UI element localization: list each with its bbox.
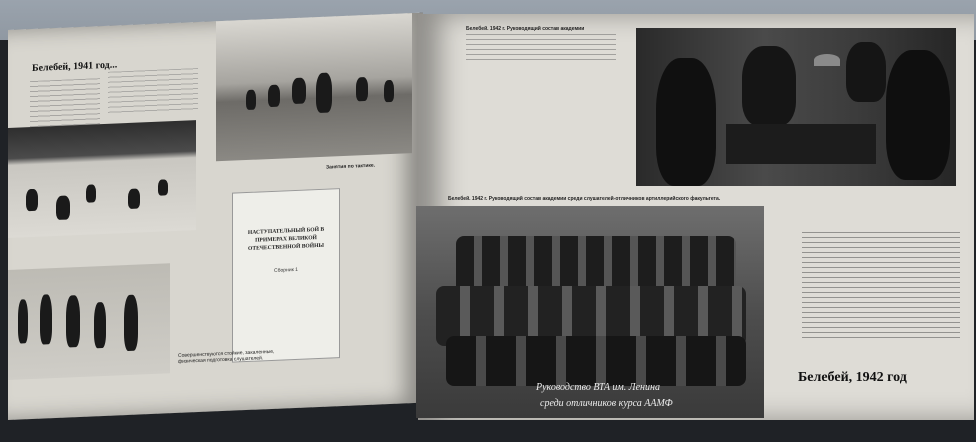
group-caption: Белебей. 1942 г. Руководящий состав академии среди слушателей-отличников артиллерийского факультета. [448,196,721,202]
desk [726,124,876,164]
officer-figure [846,42,886,102]
tactics-photo [216,13,412,161]
booklet-title: НАСТУПАТЕЛЬНЫЙ БОЙ В ПРИМЕРАХ ВЕЛИКОЙ ОТЕЧЕСТВЕННОЙ ВОЙНЫ [247,226,325,252]
skier-figure [124,295,138,352]
group-photo [416,206,764,418]
soldier-figure [384,80,394,102]
soldier-figure [268,85,280,108]
skier-figure [94,302,106,349]
footer-title: Белебей, 1942 год [798,370,907,385]
soldier-figure [292,78,306,105]
officer-figure [742,46,796,126]
photo-inscription-2: среди отличников курса ААМФ [540,398,673,409]
booklet-subtitle: Сборник 1 [274,266,298,274]
soldier-figure [86,184,96,202]
soldier-figure [356,77,368,102]
top-caption-lines [466,34,616,60]
soldier-figure [158,179,168,195]
right-text-column [802,232,960,340]
booklet-cover [232,188,340,363]
skier-figure [18,299,28,343]
ski-training-photo [8,263,170,380]
left-intro-text-2 [108,68,198,114]
soldier-figure [56,195,70,220]
skier-figure [40,294,52,345]
soldier-figure [316,72,332,113]
lamp-icon [814,54,840,66]
left-page [8,13,423,420]
officer-figure [656,58,716,186]
officer-figure [886,50,950,180]
right-page [418,14,974,420]
officer-row-front [446,336,746,386]
tactics-caption: Занятия по тактике. [326,162,376,171]
skier-figure [66,295,80,348]
left-intro-text [30,78,100,129]
soldier-figure [246,90,256,110]
soldier-figure [26,189,38,212]
winter-training-photo [8,120,196,238]
office-photo [636,28,956,186]
sports-caption: Совершенствуются стойкие, закаленные, физическая подготовка слушателей. [178,348,275,365]
left-heading: Белебей, 1941 год... [32,59,118,74]
photo-inscription-1: Руководство ВТА им. Ленина [536,382,660,393]
top-caption: Белебей. 1942 г. Руководящий состав академии [466,26,585,32]
soldier-figure [128,188,140,209]
